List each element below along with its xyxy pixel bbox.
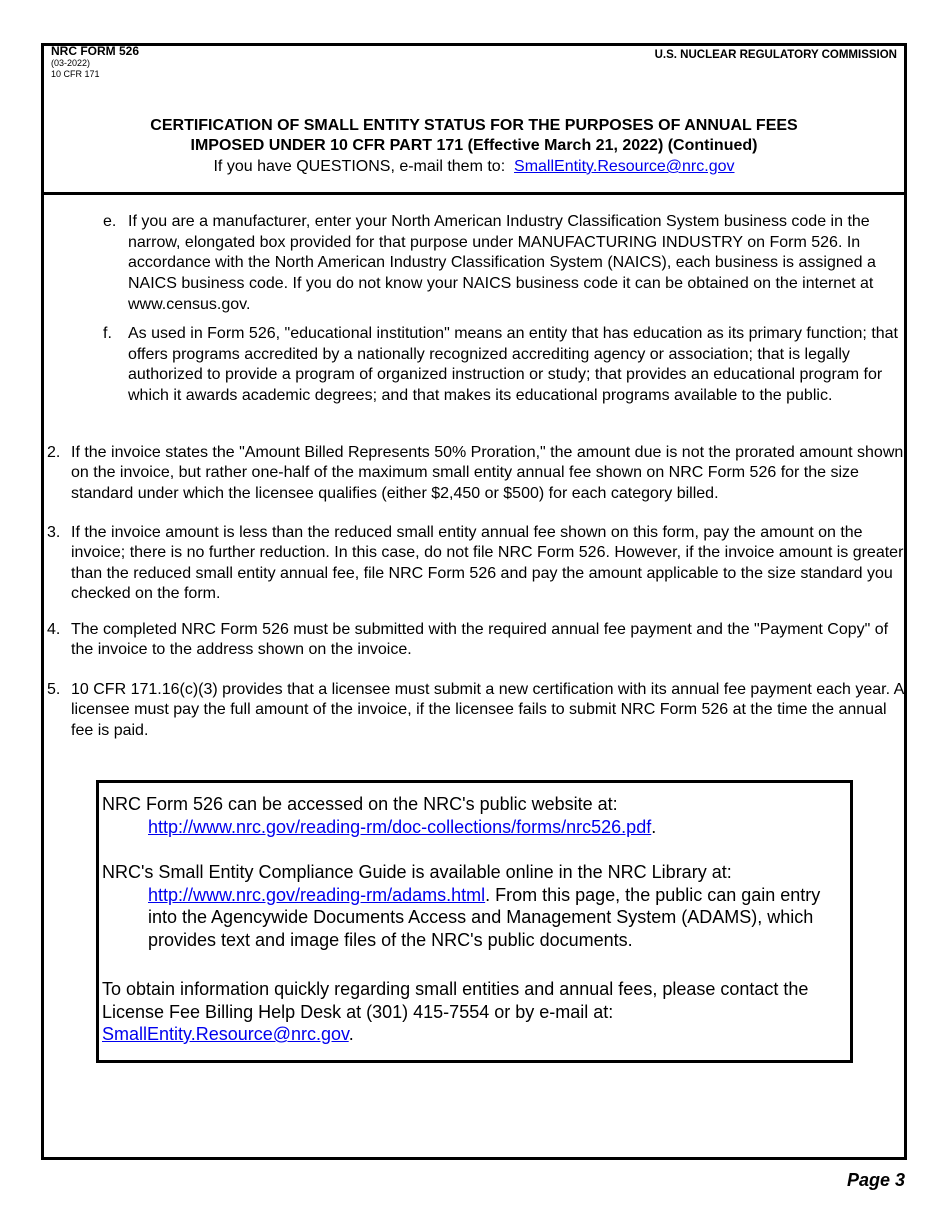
form-identifier [51,45,139,79]
adams-link[interactable]: http://www.nrc.gov/reading-rm/adams.html [148,884,486,905]
instruction-item-e [103,212,903,316]
info-paragraph-help-desk [102,978,854,1046]
item-text: The completed NRC Form 526 must be submitted with the required annual fee payment and the "Payment Copy" of the invoice to the address shown on the invoice. [71,621,889,659]
form-cfr: 10 CFR 171 [51,69,100,79]
questions-prefix: If you have QUESTIONS, e-mail them to: [213,158,506,175]
instruction-item-f [103,324,903,407]
item-text: If the invoice states the "Amount Billed Represents 50% Proration," the amount due is not the prorated amount shown on the invoice, but rather one-half of the maximum small entity annual fee shown on NRC Form 526 for the size standard under which the licensee qualifies (either $2,450 or $500) for each category billed. [71,444,904,502]
instruction-item-3 [47,523,905,604]
page-number: Page 3 [846,1170,905,1190]
item-text: As used in Form 526, "educational institution" means an entity that has education as its primary function; that offers programs accredited by a nationally recognized accrediting agency or association; that is legally authorized to provide a program of organized instruction or study; that provides an educational program for which it awards academic degrees; and that makes its educational programs available to the public. [128,325,898,405]
form-date: (03-2022) [51,58,91,68]
info-link-line [148,816,854,839]
info-punctuation: . [348,1024,354,1044]
title-line-1: CERTIFICATION OF SMALL ENTITY STATUS FOR THE PURPOSES OF ANNUAL FEES [150,117,798,134]
info-description: . From this page, the public can gain entry into the Agencywide Documents Access and Management System (ADAMS), which provides text and image files of the NRC's public documents. [148,884,821,950]
form-526-pdf-link[interactable]: http://www.nrc.gov/reading-rm/doc-collections/forms/nrc526.pdf [148,816,652,837]
info-link-line [148,884,854,952]
item-label: 4. [47,621,61,638]
agency-name: U.S. NUCLEAR REGULATORY COMMISSION [654,49,897,61]
item-label: 2. [47,444,61,461]
item-text: 10 CFR 171.16(c)(3) provides that a licensee must submit a new certification with its annual fee payment each year. A licensee must pay the full amount of the invoice, if the licensee fails to submit NRC Form 526 at the time the annual fee is paid. [71,681,904,739]
title-line-2: IMPOSED UNDER 10 CFR PART 171 (Effective March 21, 2022) (Continued) [190,137,758,154]
item-label: 3. [47,524,61,541]
item-text: If the invoice amount is less than the reduced small entity annual fee shown on this form, pay the amount on the invoice; there is no further reduction. In this case, do not file NRC Form 526. However, if the invoice amount is greater than the reduced small entity annual fee, file NRC Form 526 and pay the amount applicable to the size standard you checked on the form. [71,524,904,602]
info-punctuation: . [651,816,657,837]
info-text: To obtain information quickly regarding small entities and annual fees, please contact the License Fee Billing Help Desk at (301) 415-7554 or by e-mail at: [102,979,809,1022]
form-number: NRC FORM 526 [51,44,140,58]
help-desk-email-link[interactable]: SmallEntity.Resource@nrc.gov [102,1024,349,1044]
info-text: NRC's Small Entity Compliance Guide is available online in the NRC Library at: [102,862,732,882]
questions-line [44,156,904,177]
info-text: NRC Form 526 can be accessed on the NRC's public website at: [102,794,618,814]
item-label: e. [103,213,117,230]
info-paragraph-compliance-guide [102,861,854,951]
questions-email-link[interactable]: SmallEntity.Resource@nrc.gov [514,158,735,175]
item-text: If you are a manufacturer, enter your North American Industry Classification System business code in the narrow, elongated box provided for that purpose under MANUFACTURING INDUSTRY on Form 526. In accordance with the North American Industry Classification System (NAICS), each business is assigned a NAICS business code. If you do not know your NAICS business code it can be obtained on the internet at www.census.gov. [128,213,876,313]
info-paragraph-form-access [102,793,854,838]
title-divider [44,192,904,195]
instruction-item-5 [47,680,905,741]
item-label: f. [103,325,112,342]
form-title [44,116,904,177]
item-label: 5. [47,681,61,698]
instruction-item-2 [47,443,905,504]
instruction-item-4 [47,620,905,661]
